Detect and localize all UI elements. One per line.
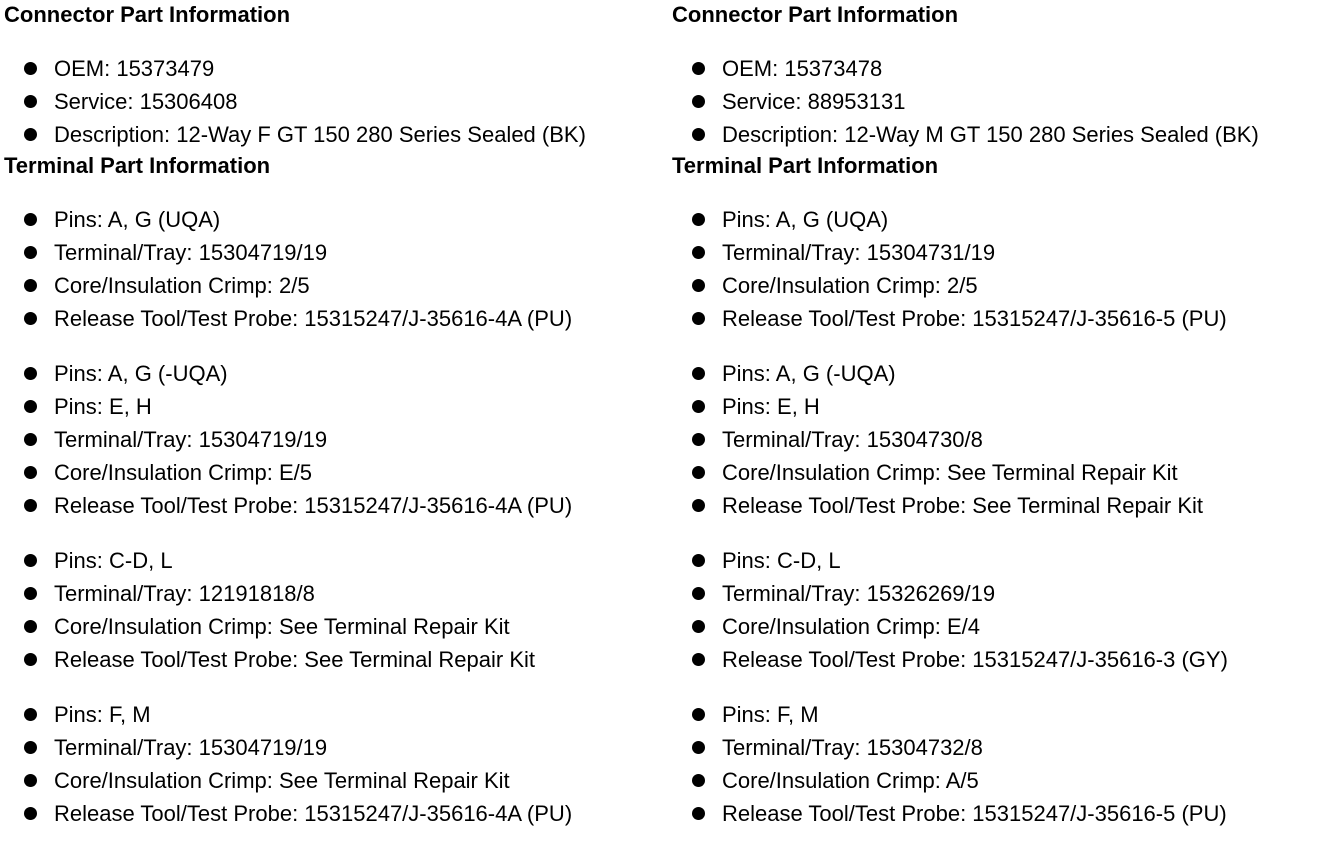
list-item: Core/Insulation Crimp: A/5 — [672, 764, 1340, 797]
list-item: OEM: 15373478 — [672, 52, 1340, 85]
list-item: Pins: A, G (-UQA) — [672, 357, 1340, 390]
list-item: Core/Insulation Crimp: E/5 — [4, 456, 672, 489]
list-item: Pins: C-D, L — [672, 544, 1340, 577]
terminal-group — [672, 357, 1340, 522]
list-item: Pins: A, G (UQA) — [4, 203, 672, 236]
terminal-group — [672, 203, 1340, 335]
terminal-group — [4, 544, 672, 676]
list-item: Terminal/Tray: 15304731/19 — [672, 236, 1340, 269]
connector-heading: Connector Part Information — [4, 2, 291, 27]
list-item: Terminal/Tray: 15326269/19 — [672, 577, 1340, 610]
right-column — [672, 0, 1340, 830]
list-item: Terminal/Tray: 12191818/8 — [4, 577, 672, 610]
list-item: Terminal/Tray: 15304719/19 — [4, 731, 672, 764]
list-item: Release Tool/Test Probe: See Terminal Repair Kit — [672, 489, 1340, 522]
list-item: Core/Insulation Crimp: See Terminal Repair Kit — [672, 456, 1340, 489]
list-item: Release Tool/Test Probe: See Terminal Repair Kit — [4, 643, 672, 676]
connector-info-list — [672, 52, 1340, 151]
list-item: Core/Insulation Crimp: See Terminal Repair Kit — [4, 610, 672, 643]
list-item: Release Tool/Test Probe: 15315247/J-35616-5 (PU) — [672, 302, 1340, 335]
terminal-group — [4, 698, 672, 830]
list-item: Pins: F, M — [672, 698, 1340, 731]
terminal-heading: Terminal Part Information — [672, 153, 939, 178]
list-item: Release Tool/Test Probe: 15315247/J-35616-4A (PU) — [4, 489, 672, 522]
list-item: OEM: 15373479 — [4, 52, 672, 85]
list-item: Terminal/Tray: 15304719/19 — [4, 236, 672, 269]
terminal-group — [4, 357, 672, 522]
list-item: Core/Insulation Crimp: E/4 — [672, 610, 1340, 643]
terminal-group — [4, 203, 672, 335]
list-item: Release Tool/Test Probe: 15315247/J-35616-3 (GY) — [672, 643, 1340, 676]
list-item: Core/Insulation Crimp: See Terminal Repair Kit — [4, 764, 672, 797]
list-item: Terminal/Tray: 15304730/8 — [672, 423, 1340, 456]
terminal-group — [672, 698, 1340, 830]
left-column — [4, 0, 672, 830]
list-item: Terminal/Tray: 15304732/8 — [672, 731, 1340, 764]
connector-heading: Connector Part Information — [672, 2, 959, 27]
list-item: Pins: E, H — [4, 390, 672, 423]
list-item: Pins: F, M — [4, 698, 672, 731]
list-item: Core/Insulation Crimp: 2/5 — [4, 269, 672, 302]
list-item: Service: 88953131 — [672, 85, 1340, 118]
list-item: Release Tool/Test Probe: 15315247/J-35616-4A (PU) — [4, 797, 672, 830]
list-item: Pins: E, H — [672, 390, 1340, 423]
connector-info-list — [4, 52, 672, 151]
list-item: Pins: A, G (UQA) — [672, 203, 1340, 236]
list-item: Pins: C-D, L — [4, 544, 672, 577]
list-item: Core/Insulation Crimp: 2/5 — [672, 269, 1340, 302]
list-item: Terminal/Tray: 15304719/19 — [4, 423, 672, 456]
terminal-group — [672, 544, 1340, 676]
list-item: Pins: A, G (-UQA) — [4, 357, 672, 390]
list-item: Description: 12-Way M GT 150 280 Series Sealed (BK) — [672, 118, 1340, 151]
terminal-heading: Terminal Part Information — [4, 153, 271, 178]
list-item: Release Tool/Test Probe: 15315247/J-35616-5 (PU) — [672, 797, 1340, 830]
list-item: Description: 12-Way F GT 150 280 Series Sealed (BK) — [4, 118, 672, 151]
list-item: Service: 15306408 — [4, 85, 672, 118]
list-item: Release Tool/Test Probe: 15315247/J-35616-4A (PU) — [4, 302, 672, 335]
